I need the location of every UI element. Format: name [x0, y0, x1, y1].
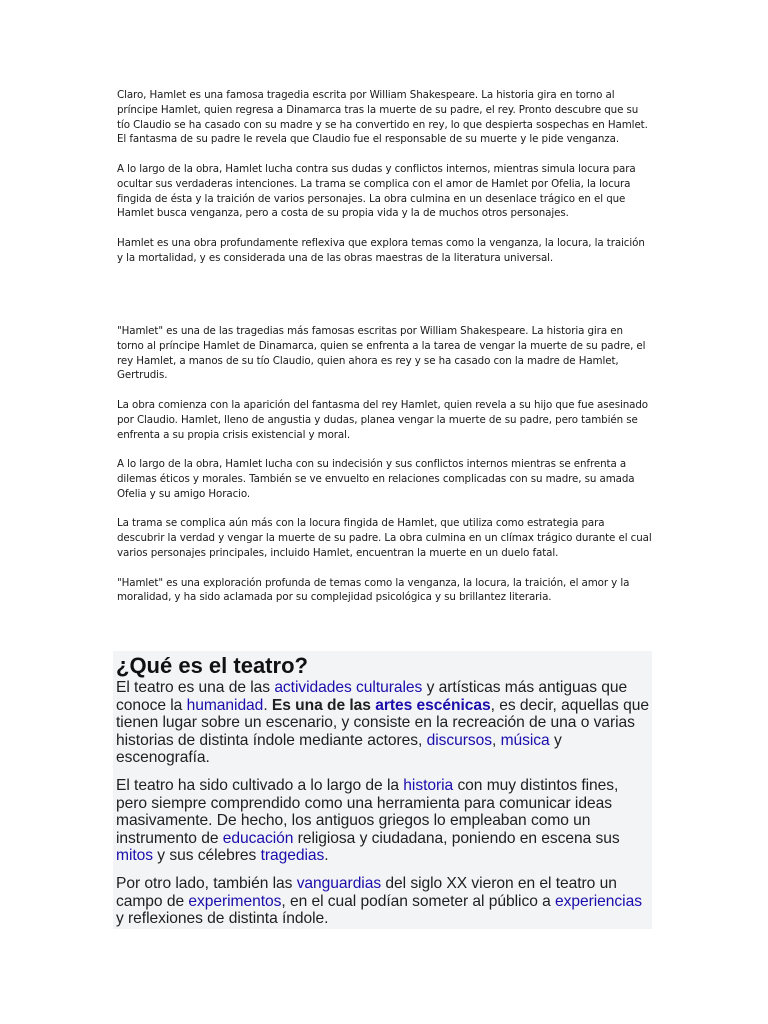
link-educacion[interactable]: educación: [222, 829, 294, 847]
teatro-paragraph-1: [116, 679, 652, 767]
link-historia[interactable]: historia: [403, 776, 454, 794]
text-run: y escenografía.: [116, 731, 562, 767]
paragraph: A lo largo de la obra, Hamlet lucha contra sus dudas y conflictos internos, mientras simula locura para ocultar sus verdaderas intenciones. La trama se complica con el amor de Hamlet por Ofelia, la locura fingida de ésta y la traición de varios personajes. La obra culmina en un desenlace trágico en el que Hamlet busca venganza, pero a costa de su propia vida y la de muchos otros personajes.: [117, 162, 636, 220]
link-humanidad[interactable]: humanidad: [186, 696, 264, 714]
link-artes-escenicas[interactable]: artes escénicas: [375, 696, 491, 714]
text-run: ,: [492, 731, 501, 749]
link-vanguardias[interactable]: vanguardias: [296, 874, 382, 892]
text-run: del siglo XX vieron en el teatro un campo de: [116, 874, 617, 910]
link-discursos[interactable]: discursos: [426, 731, 492, 749]
teatro-paragraph-3: [116, 875, 652, 928]
text-run: y artísticas más antiguas que conoce la: [116, 679, 628, 714]
text-run: .: [263, 696, 272, 714]
text-run: Por otro lado, también las: [116, 874, 297, 892]
link-experimentos[interactable]: experimentos: [188, 892, 282, 910]
paragraph: La trama se complica aún más con la locura fingida de Hamlet, que utiliza como estrategia para descubrir la verdad y vengar la muerte de su padre. La obra culmina en un clímax trágico durante el cual varios personajes principales, incluido Hamlet, encuentran la muerte en un duelo fatal.: [117, 517, 652, 559]
hamlet-summary-2: [117, 324, 652, 620]
teatro-paragraph-2: [116, 777, 652, 865]
hamlet-summary-1: [117, 88, 652, 280]
text-run: religiosa y ciudadana, poniendo en escena sus: [293, 829, 620, 847]
text-run: El teatro ha sido cultivado a lo largo de la: [116, 776, 404, 794]
paragraph: "Hamlet" es una de las tragedias más famosas escritas por William Shakespeare. La historia gira en torno al príncipe Hamlet de Dinamarca, quien se enfrenta a la tarea de vengar la muerte de su padre, el rey Hamlet, a manos de su tío Claudio, quien ahora es rey y se ha casado con la madre de Hamlet, Gertrudis.: [117, 325, 646, 382]
paragraph: La obra comienza con la aparición del fantasma del rey Hamlet, quien revela a su hijo que fue asesinado por Claudio. Hamlet, lleno de angustia y dudas, planea vengar la muerte de su padre, pero también se enfrenta a su propia crisis existencial y moral.: [117, 398, 648, 441]
paragraph: "Hamlet" es una exploración profunda de temas como la venganza, la locura, la traición, el amor y la moralidad, y ha sido aclamada por su complejidad psicológica y su brillantez literaria.: [117, 576, 630, 604]
paragraph: A lo largo de la obra, Hamlet lucha con su indecisión y sus conflictos internos mientras se enfrenta a dilemas éticos y morales. También se ve envuelto en relaciones complicadas con su madre, su amada Ofelia y su amigo Horacio.: [117, 458, 635, 500]
link-actividades-culturales[interactable]: actividades culturales: [274, 679, 423, 696]
text-run: y sus célebres: [153, 847, 261, 865]
text-run: .: [324, 847, 329, 865]
paragraph: Hamlet es una obra profundamente reflexiva que explora temas como la venganza, la locura, la traición y la mortalidad, y es considerada una de las obras maestras de la literatura universal.: [117, 236, 645, 264]
link-experiencias[interactable]: experiencias: [555, 892, 642, 910]
text-run: con muy distintos fines, pero siempre comprendido como una herramienta para comunicar ideas masivamente. De hecho, los antiguos griegos lo empleaban como un instrumento de: [116, 776, 619, 847]
text-run: , en el cual podían someter al público a: [281, 892, 556, 910]
bold-text: Es una de las: [271, 696, 376, 714]
link-musica[interactable]: música: [500, 731, 550, 749]
link-mitos[interactable]: mitos: [116, 847, 154, 865]
text-run: y reflexiones de distinta índole.: [116, 910, 329, 928]
text-run: , es decir, aquellas que tienen lugar sobre un escenario, y consiste en la recreación de una o varias historias de distinta índole mediante actores,: [116, 696, 649, 749]
section-heading: ¿Qué es el teatro?: [116, 653, 308, 678]
teatro-web-excerpt: [113, 651, 652, 929]
link-tragedias[interactable]: tragedias: [260, 847, 325, 865]
text-run: El teatro es una de las: [116, 679, 275, 696]
paragraph: Claro, Hamlet es una famosa tragedia escrita por William Shakespeare. La historia gira en torno al príncipe Hamlet, quien regresa a Dinamarca tras la muerte de su padre, el rey. Pronto descubre que su tío Claudio se ha casado con su madre y se ha convertido en rey, lo que despierta sospechas en Hamlet. El fantasma de su padre le revela que Claudio fue el responsable de su muerte y le pide venganza.: [117, 89, 648, 146]
